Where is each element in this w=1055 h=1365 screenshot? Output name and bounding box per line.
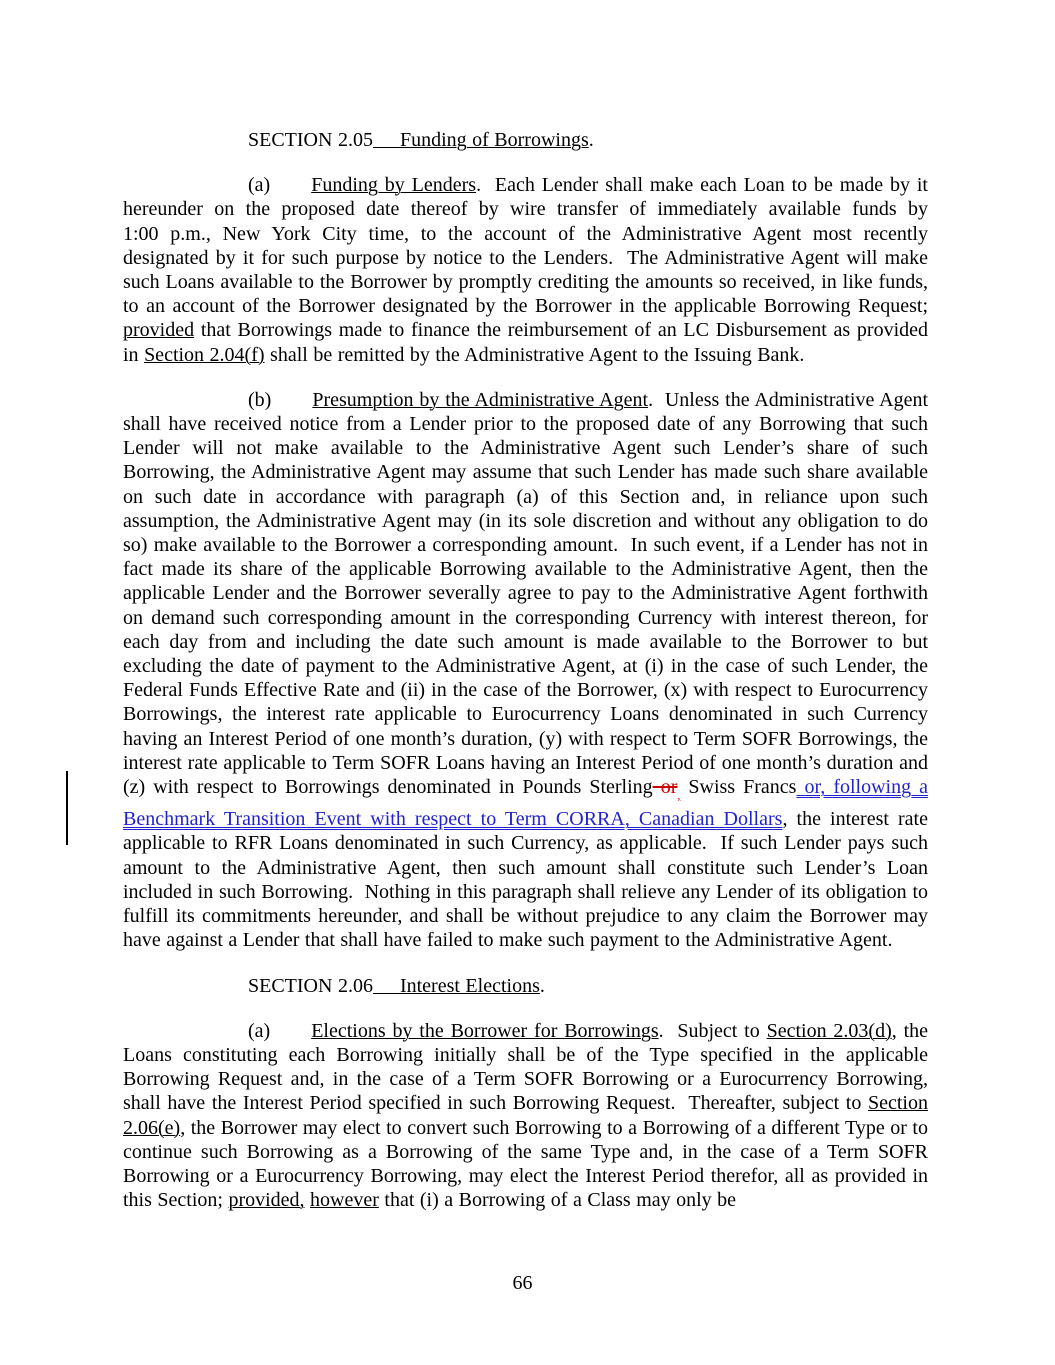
paragraph-2-05-b (123, 388, 928, 953)
underlined-text: however (310, 1189, 379, 1212)
text-run: . Unless the Administrative Agent shall have received notice from a Lender prior to the proposed date of any Borrowing that such Lender will not make available to the Administrative Agent such Lender’s share of such Borrowing, the Administrative Agent may assume that such Lender has made such share available on such date in accordance with paragraph (a) of this Section and, in reliance upon such assumption, the Administrative Agent may (in its sole discretion and without any obligation to do so) make available to the Borrower a corresponding amount. In such event, if a Lender has not in fact made its share of the applicable Borrowing available to the Administrative Agent, then the applicable Lender and the Borrower severally agree to pay to the Administrative Agent forthwith on demand such corresponding amount in the corresponding Currency with interest thereon, for each day from and including the date such amount is made available to the Borrower to but excluding the date of payment to the Administrative Agent, at (i) in the case of such Lender, the Federal Funds Effective Rate and (ii) in the case of the Borrower, (x) with respect to Eurocurrency Borrowings, the interest rate applicable to Eurocurrency Loans denominated in such Currency having an Interest Period of one month’s duration, (y) with respect to Term SOFR Borrowings, the interest rate applicable to Term SOFR Loans having an Interest Period of one month’s duration and (z) with respect to Borrowings denominated in Pounds Sterling (123, 388, 928, 799)
text-run: , the Loans constituting each Borrowing initially shall be of the Type specified in the applicable Borrowing Request and, in the case of a Term SOFR Borrowing or a Eurocurrency Borrowing, shall have the Interest Period specified in such Borrowing Request. Thereafter, subject to (123, 1019, 929, 1115)
text-run: (a) (248, 1019, 271, 1042)
text-run: (a) (248, 174, 271, 197)
text-run: SECTION 2.05 (248, 129, 373, 151)
paragraph-2-06-a (123, 1019, 928, 1213)
text-run: . Each Lender shall make each Loan to be made by it hereunder on the proposed date thereof by wire transfer of immediately available funds by 1:00 p.m., New York City time, to the account of the Administrative Agent most recently designated by it for such purpose by notice to the Lenders. The Administrative Agent will make such Loans available to the Borrower by promptly crediting the amounts so received, in like funds, to an account of the Borrower designated by the Borrower in the applicable Borrowing Request; (123, 174, 928, 318)
text-run: . Subject to (658, 1019, 767, 1042)
underlined-text: Elections by the Borrower for Borrowings (311, 1019, 659, 1042)
underlined-text: Section 2.06(e) (123, 1092, 928, 1139)
text-run: . (539, 974, 545, 997)
underlined-text: Interest Elections (399, 974, 540, 997)
inserted-text: or, following a Benchmark Transition Event with respect to Term CORRA, Canadian Dollars (123, 776, 928, 831)
underlined-text: Presumption by the Administrative Agent (312, 388, 649, 411)
underlined-text: Section 2.04(f) (144, 343, 265, 366)
text-run: that Borrowings made to finance the reimbursement of an LC Disbursement as provided in (123, 319, 928, 366)
revision-change-bar (66, 771, 68, 845)
text-run: , the Borrower may elect to convert such Borrowing to a Borrowing of a different Type or to continue such Borrowing as a Borrowing of the same Type and, in the case of a Term SOFR Borrowing or a Eurocurrency Borrowing, may elect the Interest Period therefor, all as provided in this Section; (123, 1116, 928, 1212)
page-number: 66 (512, 1272, 533, 1294)
underlined-text: provided, (228, 1189, 305, 1212)
underlined-text: Section 2.03(d) (766, 1019, 892, 1042)
document-content (123, 128, 928, 1212)
underlined-text: provided (123, 319, 195, 342)
section-2-05-heading (123, 128, 928, 152)
tab-spacer (373, 977, 400, 994)
text-run: shall be remitted by the Administrative Agent to the Issuing Bank. (264, 343, 805, 366)
underlined-text: Funding by Lenders (311, 174, 477, 197)
text-run: (b) (248, 388, 272, 411)
text-run: Swiss Francs (680, 776, 797, 799)
text-run: , the interest rate applicable to RFR Loans denominated in such Currency, as applicable. If such Lender pays such amount to the Administrative Agent, then such amount shall constitute such Lender’s Loan included in such Borrowing. Nothing in this paragraph shall relieve any Lender of its obligation to fulfill its commitments hereunder, and shall be without prejudice to any claim the Borrower may have against a Lender that shall have failed to make such payment to the Administrative Agent. (123, 808, 928, 952)
inserted-comma: , (677, 788, 681, 803)
text-run: SECTION 2.06 (248, 974, 373, 997)
deleted-text: or (652, 776, 678, 799)
paragraph-2-05-a (123, 173, 928, 367)
underlined-text: Funding of Borrowings (399, 129, 589, 151)
text-run: that (i) a Borrowing of a Class may only be (378, 1189, 737, 1212)
text-run: . (588, 129, 594, 151)
tab-spacer (373, 131, 400, 148)
section-2-06-heading (123, 974, 928, 998)
